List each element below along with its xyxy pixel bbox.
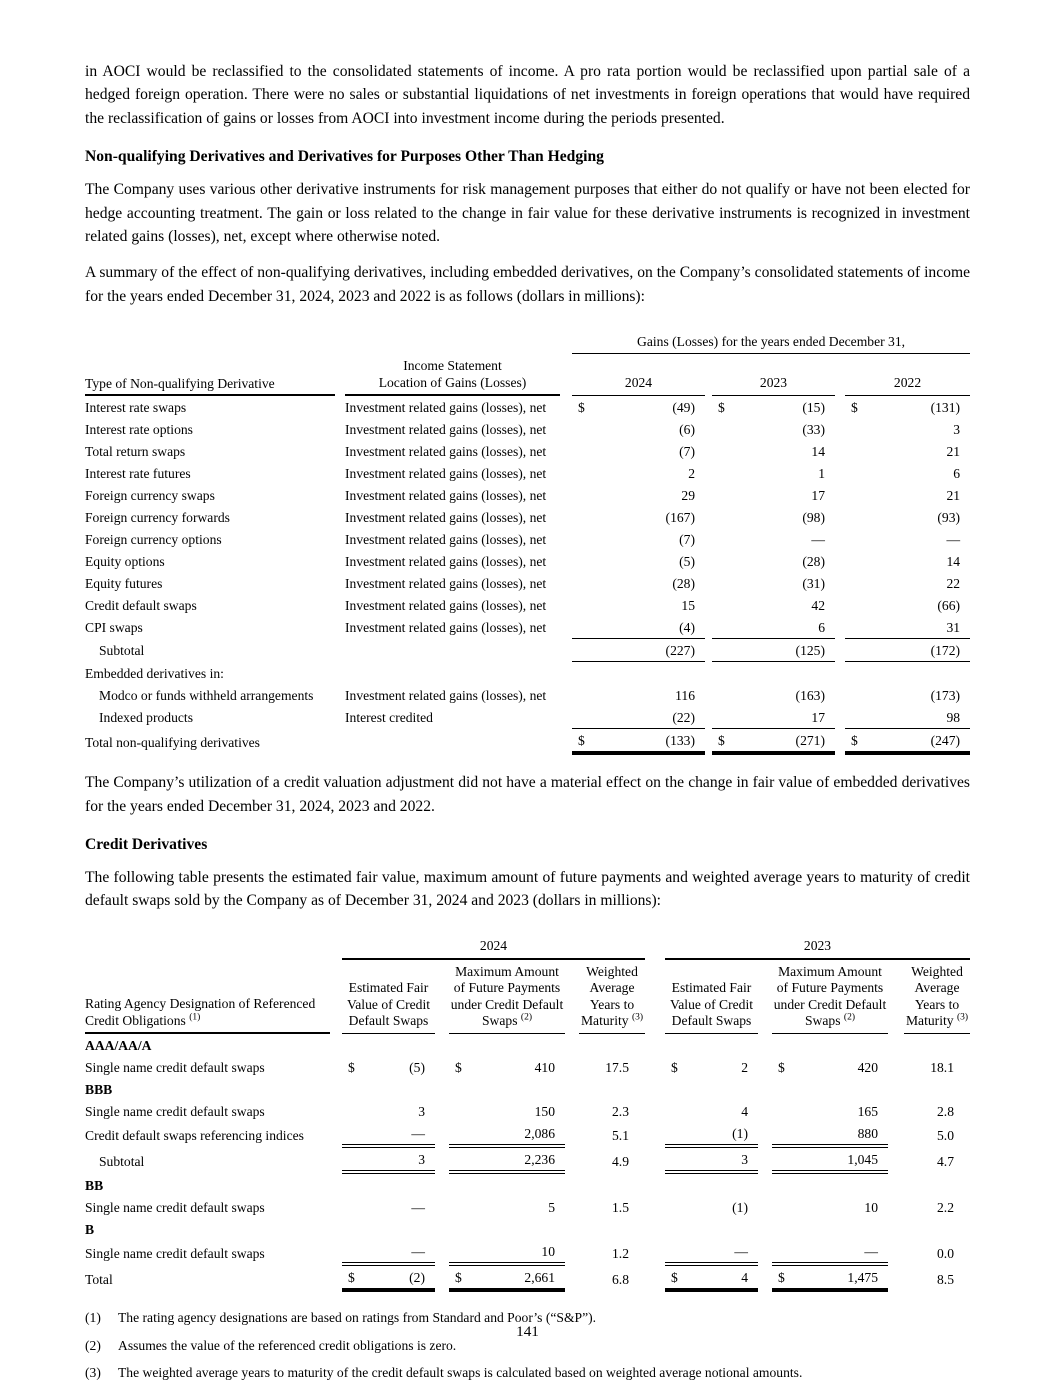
table2-subheader-max-2024: Maximum Amount of Future Payments under Credit Default Swaps $^{(2)}$ xyxy=(449,964,565,1034)
table1-row xyxy=(85,662,970,685)
value-cell: (31) xyxy=(802,575,825,591)
value-cell xyxy=(449,1218,565,1240)
row-label: Subtotal xyxy=(99,643,145,659)
cell-value: (133) xyxy=(665,732,695,748)
footnote-number: (3) xyxy=(85,1365,101,1381)
table1-head xyxy=(85,328,970,395)
row-label: Foreign currency options xyxy=(85,531,222,547)
value-cell: 165 xyxy=(857,1103,878,1119)
footnote-text: The weighted average years to maturity of the credit default swaps is calculated based on weighted average notional amounts. xyxy=(118,1365,803,1381)
value-cell xyxy=(449,1078,565,1100)
row-label: Embedded derivatives in: xyxy=(85,665,224,681)
row-label: Modco or funds withheld arrangements xyxy=(99,687,314,703)
table2-label-header: Rating Agency Designation of Referenced Credit Obligations $^{(1)}$ xyxy=(85,964,330,1034)
income-statement-location: Investment related gains (losses), net xyxy=(345,443,547,459)
row-label: BBB xyxy=(85,1081,113,1097)
value-cell xyxy=(572,395,705,418)
table2-section-row xyxy=(85,1078,970,1100)
nonqualifying-derivatives-table xyxy=(85,328,970,755)
income-statement-location xyxy=(345,729,560,754)
value-cell xyxy=(665,1033,758,1056)
income-statement-location: Investment related gains (losses), net xyxy=(345,597,547,613)
heading-credit-derivatives: Credit Derivatives xyxy=(85,836,208,854)
value-cell: 5 xyxy=(548,1199,555,1215)
value-cell: 22 xyxy=(946,575,961,591)
value-cell xyxy=(665,1056,758,1078)
value-cell: (173) xyxy=(930,687,961,703)
value-cell xyxy=(342,1218,435,1240)
value-cell: (33) xyxy=(802,421,825,437)
table1-row xyxy=(85,418,970,440)
table1-location-header: Income Statement Location of Gains (Losses) xyxy=(345,358,560,395)
table2-subheader-wavg-2024: Weighted Average Years to Maturity $^{(3)}$ xyxy=(579,964,645,1034)
table2-year-2024: 2024 xyxy=(342,933,645,959)
value-cell xyxy=(665,1218,758,1240)
value-cell: — xyxy=(342,1122,435,1146)
value-cell: (1) xyxy=(732,1199,748,1215)
value-cell: 4 xyxy=(741,1103,748,1119)
table1-year-2023: 2023 xyxy=(712,358,835,395)
cell-value: (15) xyxy=(802,399,825,415)
value-cell: 15 xyxy=(681,597,695,613)
table2-row xyxy=(85,1100,970,1122)
table1-year-2024: 2024 xyxy=(572,358,705,395)
dollar-sign: $ xyxy=(718,399,725,415)
value-cell: 17 xyxy=(712,706,835,729)
dollar-sign: $ xyxy=(671,1059,678,1075)
row-label: Subtotal xyxy=(99,1153,145,1169)
row-label: Foreign currency swaps xyxy=(85,487,215,503)
cell-value: (131) xyxy=(930,399,961,415)
value-cell: (4) xyxy=(572,616,705,639)
table1-row xyxy=(85,639,970,662)
table1-row xyxy=(85,395,970,418)
row-label: Foreign currency forwards xyxy=(85,509,230,525)
value-cell: 116 xyxy=(675,687,695,703)
table2-year-2023: 2023 xyxy=(665,933,970,959)
value-cell: 10 xyxy=(449,1240,565,1264)
dollar-sign: $ xyxy=(778,1269,785,1285)
table1-row xyxy=(85,706,970,729)
value-cell xyxy=(572,729,705,754)
row-label: Interest rate swaps xyxy=(85,399,187,415)
nonqualifying-paragraph-2: A summary of the effect of non-qualifying derivatives, including embedded derivatives, on the Company’s consolidated statements of income for the years ended December 31, 2024, 2023 and 2022 is as follows (dollars in millions): xyxy=(85,264,970,305)
nonqualifying-paragraph-1: The Company uses various other derivative instruments for risk management purposes that either do not qualify or have not been elected for hedge accounting treatment. The gain or loss related to the change in fair value for these derivative instruments is recognized in investment related gains (losses), net, except where otherwise noted. xyxy=(85,181,970,246)
value-cell: (28) xyxy=(802,553,825,569)
row-label: BB xyxy=(85,1177,104,1193)
cell-value: (2) xyxy=(409,1269,425,1285)
table1-row xyxy=(85,729,970,754)
value-cell: 3 xyxy=(953,421,961,437)
value-cell: 31 xyxy=(845,616,970,639)
value-cell xyxy=(579,1078,645,1100)
value-cell xyxy=(449,1033,565,1056)
value-cell: (93) xyxy=(937,509,961,525)
income-statement-location: Investment related gains (losses), net xyxy=(345,509,547,525)
value-cell: 18.1 xyxy=(930,1059,954,1075)
row-label: Total return swaps xyxy=(85,443,186,459)
dollar-sign: $ xyxy=(778,1059,785,1075)
income-statement-location xyxy=(345,662,560,685)
row-label: Single name credit default swaps xyxy=(85,1103,265,1119)
intro-paragraph: in AOCI would be reclassified to the consolidated statements of income. A pro rata portion would be reclassified upon partial sale of a hedged foreign operation. There were no sales or substantial liquidations of net investments in foreign operations that would have required the reclassification of gains or losses from AOCI into investment income during the periods presented. xyxy=(85,63,970,127)
table1-row xyxy=(85,684,970,706)
row-label: Total non-qualifying derivatives xyxy=(85,734,260,750)
income-statement-location xyxy=(345,639,560,662)
dollar-sign: $ xyxy=(671,1269,678,1285)
income-statement-location: Investment related gains (losses), net xyxy=(345,399,547,415)
value-cell: 17.5 xyxy=(605,1059,629,1075)
value-cell: 4.9 xyxy=(612,1153,629,1169)
cva-paragraph: The Company’s utilization of a credit valuation adjustment did not have a material effect on the change in fair value of embedded derivatives for the years ended December 31, 2024, 2023 and 2022. xyxy=(85,774,970,815)
row-label: Single name credit default swaps xyxy=(85,1245,265,1261)
table2-subheader-fair-2023: Estimated Fair Value of Credit Default Swaps xyxy=(665,964,758,1034)
value-cell xyxy=(665,1172,758,1196)
cell-value: (247) xyxy=(930,732,961,748)
value-cell xyxy=(579,1172,645,1196)
value-cell: (66) xyxy=(937,597,961,613)
value-cell: 14 xyxy=(811,443,825,459)
cell-value: 420 xyxy=(857,1059,878,1075)
credit-derivatives-table xyxy=(85,933,970,1293)
table2-section-row xyxy=(85,1033,970,1056)
row-label: Total xyxy=(85,1271,113,1287)
value-cell xyxy=(449,1056,565,1078)
table1-body xyxy=(85,395,970,753)
table2-row xyxy=(85,1146,970,1172)
value-cell: 17 xyxy=(811,487,825,503)
income-statement-location: Investment related gains (losses), net xyxy=(345,687,547,703)
value-cell xyxy=(772,1264,888,1290)
value-cell: 150 xyxy=(534,1103,555,1119)
cell-value: (5) xyxy=(409,1059,425,1075)
value-cell xyxy=(772,1078,888,1100)
income-statement-location: Investment related gains (losses), net xyxy=(345,553,547,569)
row-label: Single name credit default swaps xyxy=(85,1059,265,1075)
table1-row xyxy=(85,572,970,594)
footnote-number: (1) xyxy=(85,1310,101,1326)
value-cell xyxy=(712,395,835,418)
dollar-sign: $ xyxy=(455,1059,462,1075)
value-cell: 6 xyxy=(953,465,961,481)
row-label: Equity futures xyxy=(85,575,163,591)
table2-body xyxy=(85,1033,970,1290)
value-cell xyxy=(772,1218,888,1240)
cell-value: (49) xyxy=(672,399,695,415)
income-statement-location: Investment related gains (losses), net xyxy=(345,575,547,591)
value-cell: 2.3 xyxy=(612,1103,629,1119)
row-label: AAA/AA/A xyxy=(85,1037,152,1053)
value-cell xyxy=(665,1078,758,1100)
value-cell xyxy=(342,1172,435,1196)
value-cell: — xyxy=(772,1240,888,1264)
table2-row xyxy=(85,1122,970,1146)
table2-subheader-wavg-2023: Weighted Average Years to Maturity $^{(3)}$ xyxy=(904,964,970,1034)
row-label: Interest rate futures xyxy=(85,465,191,481)
value-cell: 3 xyxy=(665,1146,758,1172)
table2-row xyxy=(85,1056,970,1078)
table2-row xyxy=(85,1196,970,1218)
value-cell: — xyxy=(342,1240,435,1264)
value-cell xyxy=(342,1078,435,1100)
cell-value: 4 xyxy=(741,1269,748,1285)
table1-spanner: Gains (Losses) for the years ended December 31, xyxy=(572,328,970,354)
value-cell: 1 xyxy=(818,465,825,481)
value-cell: (6) xyxy=(679,421,695,437)
income-statement-location: Investment related gains (losses), net xyxy=(345,465,547,481)
footnote xyxy=(85,1363,970,1383)
cell-value: 2 xyxy=(741,1059,748,1075)
value-cell: — xyxy=(946,531,961,547)
value-cell: 0.0 xyxy=(937,1245,954,1261)
value-cell: (125) xyxy=(712,639,835,662)
table2-section-row xyxy=(85,1172,970,1196)
table1-label-header: Type of Non-qualifying Derivative xyxy=(85,358,335,395)
value-cell xyxy=(579,1218,645,1240)
dollar-sign: $ xyxy=(851,732,858,748)
value-cell: (163) xyxy=(795,687,825,703)
value-cell xyxy=(712,662,835,685)
value-cell: (7) xyxy=(679,531,695,547)
dollar-sign: $ xyxy=(578,399,585,415)
footnote-number: (2) xyxy=(85,1337,101,1353)
table2-row xyxy=(85,1264,970,1290)
income-statement-location: Investment related gains (losses), net xyxy=(345,620,547,636)
value-cell xyxy=(712,729,835,754)
value-cell xyxy=(342,1033,435,1056)
value-cell: (7) xyxy=(679,443,695,459)
value-cell: — xyxy=(811,531,825,547)
value-cell: (28) xyxy=(672,575,695,591)
table1-row xyxy=(85,528,970,550)
value-cell: 1.2 xyxy=(612,1245,629,1261)
value-cell: (1) xyxy=(665,1122,758,1146)
value-cell: — xyxy=(411,1199,425,1215)
table1-row xyxy=(85,440,970,462)
value-cell: (227) xyxy=(572,639,705,662)
table1-row xyxy=(85,484,970,506)
value-cell xyxy=(342,1264,435,1290)
row-label: Single name credit default swaps xyxy=(85,1199,265,1215)
row-label: Equity options xyxy=(85,553,165,569)
table2-row xyxy=(85,1240,970,1264)
value-cell: (172) xyxy=(845,639,970,662)
value-cell: 2 xyxy=(688,465,695,481)
value-cell xyxy=(572,662,705,685)
dollar-sign: $ xyxy=(718,732,725,748)
footnotes xyxy=(85,1308,970,1383)
value-cell: (5) xyxy=(679,553,695,569)
value-cell: 10 xyxy=(864,1199,878,1215)
table1-row xyxy=(85,550,970,572)
value-cell: 98 xyxy=(845,706,970,729)
table1-year-2022: 2022 xyxy=(845,358,970,395)
row-label: Interest rate options xyxy=(85,421,193,437)
value-cell: 4.7 xyxy=(937,1153,954,1169)
value-cell: 5.1 xyxy=(612,1127,629,1143)
table2-subheader-fair-2024: Estimated Fair Value of Credit Default Swaps xyxy=(342,964,435,1034)
value-cell xyxy=(342,1056,435,1078)
table1-row xyxy=(85,594,970,616)
value-cell: 1,045 xyxy=(772,1146,888,1172)
table2-head xyxy=(85,933,970,1034)
value-cell: 8.5 xyxy=(937,1271,954,1287)
income-statement-location: Investment related gains (losses), net xyxy=(345,531,547,547)
value-cell xyxy=(579,1033,645,1056)
table1-row xyxy=(85,616,970,639)
row-label: Credit default swaps referencing indices xyxy=(85,1127,304,1143)
footnote-text: Assumes the value of the referenced credit obligations is zero. xyxy=(118,1337,457,1353)
dollar-sign: $ xyxy=(851,399,858,415)
value-cell xyxy=(449,1264,565,1290)
value-cell xyxy=(904,1172,970,1196)
cell-value: 1,475 xyxy=(847,1269,878,1285)
row-label: Indexed products xyxy=(99,710,193,726)
value-cell xyxy=(845,662,970,685)
value-cell: 3 xyxy=(418,1103,425,1119)
value-cell: 5.0 xyxy=(937,1127,954,1143)
value-cell: 6.8 xyxy=(612,1271,629,1287)
value-cell xyxy=(449,1172,565,1196)
value-cell: 29 xyxy=(681,487,695,503)
value-cell: 1.5 xyxy=(612,1199,629,1215)
footnote-text: The rating agency designations are based on ratings from Standard and Poor’s (“S&P”). xyxy=(118,1310,597,1326)
row-label: B xyxy=(85,1221,95,1237)
table2-subheader-max-2023: Maximum Amount of Future Payments under Credit Default Swaps $^{(2)}$ xyxy=(772,964,888,1034)
value-cell: 2.2 xyxy=(937,1199,954,1215)
row-label: Credit default swaps xyxy=(85,597,197,613)
dollar-sign: $ xyxy=(348,1059,355,1075)
table1-row xyxy=(85,506,970,528)
value-cell: 2,086 xyxy=(449,1122,565,1146)
dollar-sign: $ xyxy=(578,732,585,748)
row-label: CPI swaps xyxy=(85,620,143,636)
dollar-sign: $ xyxy=(455,1269,462,1285)
value-cell xyxy=(772,1172,888,1196)
value-cell: 880 xyxy=(772,1122,888,1146)
table2-section-row xyxy=(85,1218,970,1240)
value-cell: (167) xyxy=(665,509,695,525)
value-cell xyxy=(845,729,970,754)
value-cell: (98) xyxy=(802,509,825,525)
value-cell xyxy=(772,1033,888,1056)
cell-value: 2,661 xyxy=(524,1269,555,1285)
value-cell: 14 xyxy=(946,553,961,569)
cell-value: 410 xyxy=(534,1059,555,1075)
value-cell: (22) xyxy=(572,706,705,729)
credit-paragraph: The following table presents the estimated fair value, maximum amount of future payments and weighted average years to maturity of credit default swaps sold by the Company as of December 31, 2024 and 2023 (dollars in millions): xyxy=(85,869,970,910)
table1-row xyxy=(85,462,970,484)
value-cell: 42 xyxy=(811,597,825,613)
value-cell: 3 xyxy=(342,1146,435,1172)
income-statement-location: Investment related gains (losses), net xyxy=(345,421,547,437)
income-statement-location: Investment related gains (losses), net xyxy=(345,487,547,503)
value-cell: 6 xyxy=(712,616,835,639)
value-cell xyxy=(904,1218,970,1240)
value-cell: 2.8 xyxy=(937,1103,954,1119)
value-cell xyxy=(845,395,970,418)
income-statement-location: Interest credited xyxy=(345,710,433,726)
value-cell: 21 xyxy=(946,443,961,459)
value-cell: 21 xyxy=(946,487,961,503)
heading-nonqualifying-derivatives: Non-qualifying Derivatives and Derivatives for Purposes Other Than Hedging xyxy=(85,148,604,166)
value-cell: 2,236 xyxy=(449,1146,565,1172)
dollar-sign: $ xyxy=(348,1269,355,1285)
value-cell xyxy=(904,1033,970,1056)
value-cell xyxy=(904,1078,970,1100)
value-cell: — xyxy=(665,1240,758,1264)
page-number: 141 xyxy=(516,1323,539,1340)
value-cell xyxy=(772,1056,888,1078)
cell-value: (271) xyxy=(795,732,825,748)
value-cell xyxy=(665,1264,758,1290)
